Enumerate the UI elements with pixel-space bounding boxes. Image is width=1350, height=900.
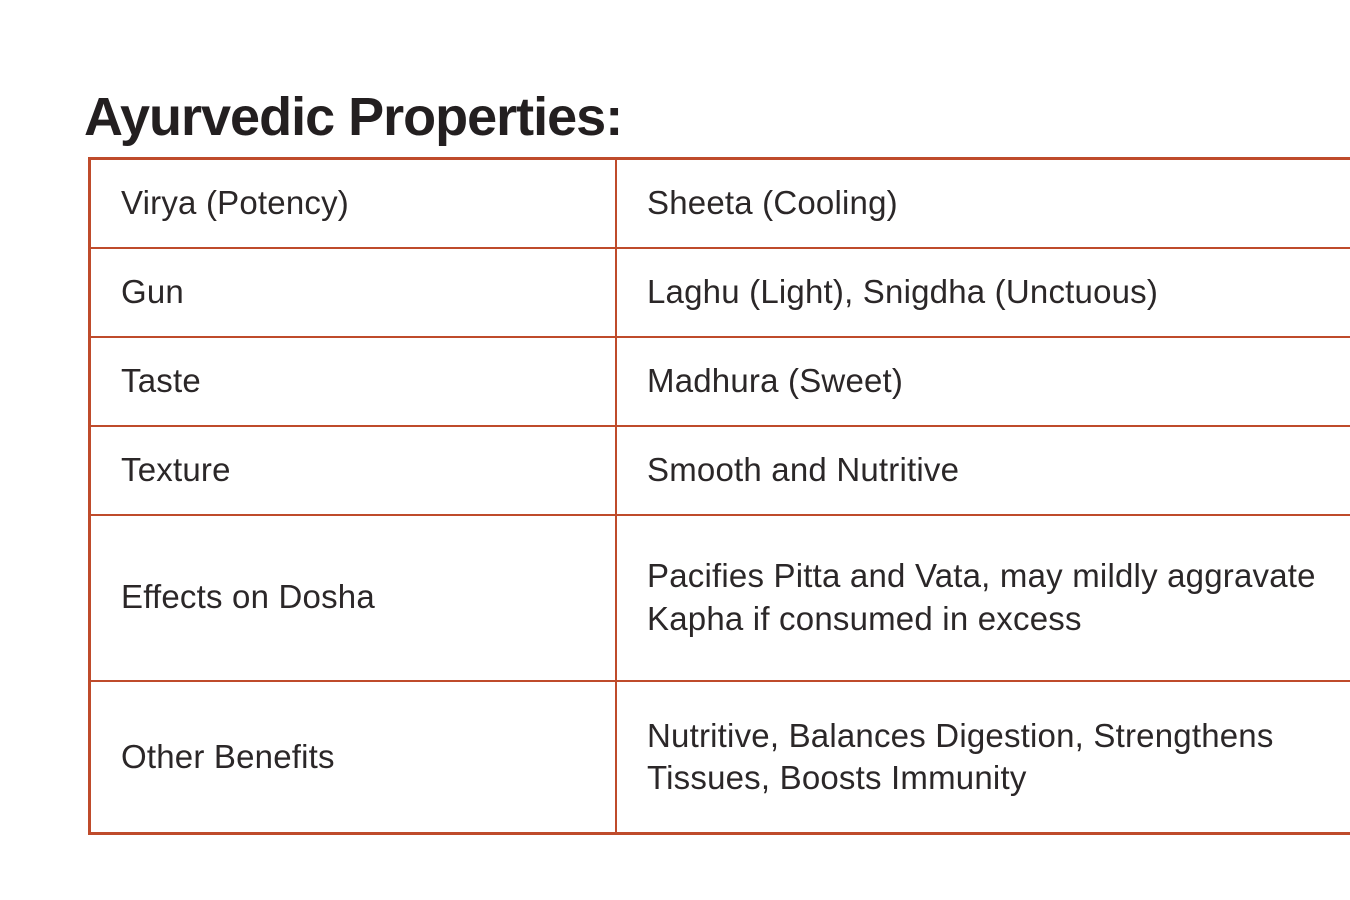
table-row	[90, 159, 1350, 248]
property-cell: Other Benefits	[90, 681, 617, 834]
property-cell: Effects on Dosha	[90, 515, 617, 681]
page-title: Ayurvedic Properties:	[84, 87, 623, 148]
property-cell: Texture	[90, 426, 617, 515]
ayurvedic-properties-table	[88, 157, 1350, 835]
value-cell: Smooth and Nutritive	[616, 426, 1350, 515]
table-row	[90, 248, 1350, 337]
table-row	[90, 426, 1350, 515]
value-cell: Sheeta (Cooling)	[616, 159, 1350, 248]
value-cell: Nutritive, Balances Digestion, Strengthens Tissues, Boosts Immunity	[616, 681, 1350, 834]
table-row	[90, 337, 1350, 426]
value-cell: Laghu (Light), Snigdha (Unctuous)	[616, 248, 1350, 337]
value-cell: Madhura (Sweet)	[616, 337, 1350, 426]
property-cell: Virya (Potency)	[90, 159, 617, 248]
value-cell: Pacifies Pitta and Vata, may mildly aggravate Kapha if consumed in excess	[616, 515, 1350, 681]
property-cell: Taste	[90, 337, 617, 426]
property-cell: Gun	[90, 248, 617, 337]
table-row	[90, 515, 1350, 681]
table-row	[90, 681, 1350, 834]
